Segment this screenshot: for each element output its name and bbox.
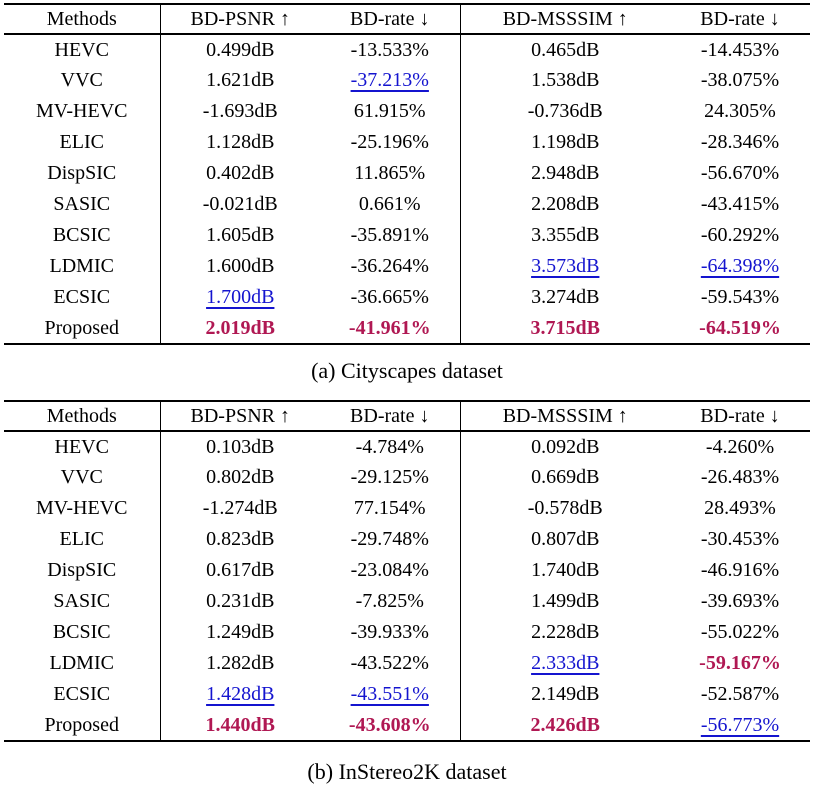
value: -1.274dB (202, 497, 278, 519)
table-row (4, 65, 810, 96)
value: 0.617dB (206, 559, 275, 581)
value: -35.891% (350, 224, 429, 246)
value: -39.933% (350, 621, 429, 643)
metric-value (320, 462, 460, 493)
table-body (4, 34, 810, 344)
value: 0.402dB (206, 162, 275, 184)
table-header-row (4, 401, 810, 431)
value: -0.736dB (527, 100, 603, 122)
table-row (4, 710, 810, 741)
table-row (4, 462, 810, 493)
method-name: HEVC (4, 34, 160, 65)
metric-value (160, 282, 320, 313)
table-row (4, 158, 810, 189)
header-row (4, 401, 810, 431)
value: -26.483% (700, 466, 780, 488)
method-name: Proposed (4, 313, 160, 344)
method-name: BCSIC (4, 220, 160, 251)
metric-value (320, 96, 460, 127)
value: 3.355dB (531, 224, 600, 246)
value: 1.605dB (206, 224, 275, 246)
value: -7.825% (355, 590, 424, 612)
metric-value (160, 431, 320, 462)
metric-value (320, 555, 460, 586)
method-name: Proposed (4, 710, 160, 741)
metric-value (320, 679, 460, 710)
second-best-value: 2.333dB (531, 652, 600, 674)
results-table-cityscapes (4, 3, 810, 345)
metric-value (670, 158, 810, 189)
metric-value (460, 96, 670, 127)
second-best-value: 3.573dB (531, 255, 600, 277)
table-header-row (4, 4, 810, 34)
method-name: SASIC (4, 586, 160, 617)
metric-value (160, 493, 320, 524)
best-value: 2.019dB (205, 316, 275, 339)
second-best-value: 1.428dB (206, 683, 275, 705)
metric-value (670, 189, 810, 220)
metric-value (460, 462, 670, 493)
metric-value (160, 34, 320, 65)
value: 1.198dB (531, 131, 600, 153)
value: 0.103dB (206, 435, 275, 458)
metric-value (160, 220, 320, 251)
metric-value (160, 65, 320, 96)
metric-value (460, 648, 670, 679)
method-name: ELIC (4, 127, 160, 158)
value: 1.249dB (206, 621, 275, 643)
value: 0.661% (358, 193, 421, 215)
value: -13.533% (350, 38, 429, 61)
value: -29.748% (350, 528, 429, 550)
metric-value (320, 648, 460, 679)
column-header: BD-rate ↓ (320, 401, 460, 431)
metric-value (460, 493, 670, 524)
best-value: -59.167% (699, 652, 781, 674)
metric-value (320, 524, 460, 555)
value: 61.915% (353, 100, 426, 122)
value: -4.260% (705, 435, 775, 458)
table-row (4, 251, 810, 282)
value: 1.282dB (206, 652, 275, 674)
metric-value (320, 65, 460, 96)
metric-value (670, 555, 810, 586)
method-name: DispSIC (4, 555, 160, 586)
best-value: 3.715dB (530, 316, 600, 339)
value: -38.075% (700, 69, 780, 91)
metric-value (160, 189, 320, 220)
results-table-instereo2k (4, 400, 810, 742)
value: 2.228dB (531, 621, 600, 643)
metric-value (160, 313, 320, 344)
method-name: MV-HEVC (4, 96, 160, 127)
metric-value (460, 189, 670, 220)
metric-value (670, 34, 810, 65)
value: 1.128dB (206, 131, 275, 153)
value: -36.264% (350, 255, 429, 277)
metric-value (670, 96, 810, 127)
column-header: BD-PSNR ↑ (160, 401, 320, 431)
table-row (4, 493, 810, 524)
method-name: LDMIC (4, 648, 160, 679)
value: 2.208dB (531, 193, 600, 215)
metric-value (320, 313, 460, 344)
value: 0.092dB (531, 435, 600, 458)
method-name: VVC (4, 65, 160, 96)
method-name: ECSIC (4, 679, 160, 710)
table-row (4, 34, 810, 65)
metric-value (320, 34, 460, 65)
metric-value (320, 189, 460, 220)
column-header: BD-rate ↓ (670, 401, 810, 431)
column-header: BD-rate ↓ (320, 4, 460, 34)
value: 0.499dB (206, 38, 275, 61)
metric-value (670, 462, 810, 493)
metric-value (670, 431, 810, 462)
value: -28.346% (700, 131, 780, 153)
table-row (4, 313, 810, 344)
value: 0.807dB (531, 528, 600, 550)
value: -60.292% (700, 224, 780, 246)
value: 28.493% (704, 497, 776, 519)
metric-value (670, 65, 810, 96)
value: 1.538dB (531, 69, 600, 91)
metric-value (460, 220, 670, 251)
metric-value (320, 251, 460, 282)
best-value: 1.440dB (205, 713, 275, 736)
method-name: ECSIC (4, 282, 160, 313)
metric-value (670, 710, 810, 741)
value: 77.154% (353, 497, 426, 519)
metric-value (320, 431, 460, 462)
table-row (4, 127, 810, 158)
metric-value (160, 462, 320, 493)
caption-cityscapes: (a) Cityscapes dataset (311, 358, 503, 383)
value: -14.453% (700, 38, 780, 61)
value: -4.784% (355, 435, 424, 458)
second-best-value: -43.551% (350, 683, 429, 705)
metric-value (670, 493, 810, 524)
table-body (4, 431, 810, 741)
value: -46.916% (700, 559, 780, 581)
value: -0.578dB (527, 497, 603, 519)
metric-value (320, 710, 460, 741)
second-best-value: 1.700dB (206, 286, 275, 308)
table-row (4, 648, 810, 679)
metric-value (320, 220, 460, 251)
second-best-value: -56.773% (700, 713, 780, 736)
metric-value (460, 127, 670, 158)
metric-value (460, 555, 670, 586)
metric-value (160, 158, 320, 189)
metric-value (160, 648, 320, 679)
method-name: DispSIC (4, 158, 160, 189)
value: -23.084% (350, 559, 429, 581)
table-row (4, 555, 810, 586)
value: -43.415% (700, 193, 780, 215)
metric-value (670, 617, 810, 648)
table-row (4, 189, 810, 220)
value: 0.802dB (206, 466, 275, 488)
column-header: BD-MSSSIM ↑ (460, 4, 670, 34)
metric-value (160, 710, 320, 741)
value: -25.196% (350, 131, 429, 153)
value: 2.149dB (531, 683, 600, 705)
value: -59.543% (700, 286, 780, 308)
value: -30.453% (700, 528, 780, 550)
metric-value (460, 251, 670, 282)
second-best-value: -64.398% (700, 255, 780, 277)
value: 2.948dB (531, 162, 600, 184)
column-header: Methods (4, 401, 160, 431)
metric-value (670, 679, 810, 710)
value: -0.021dB (202, 193, 278, 215)
metric-value (320, 586, 460, 617)
value: -55.022% (700, 621, 780, 643)
metric-value (460, 586, 670, 617)
best-value: -64.519% (699, 316, 781, 339)
metric-value (670, 127, 810, 158)
table-row (4, 617, 810, 648)
column-header: BD-rate ↓ (670, 4, 810, 34)
column-header: BD-MSSSIM ↑ (460, 401, 670, 431)
best-value: -41.961% (348, 316, 431, 339)
value: -29.125% (350, 466, 429, 488)
metric-value (160, 617, 320, 648)
metric-value (670, 220, 810, 251)
value: 0.669dB (531, 466, 600, 488)
value: -36.665% (350, 286, 429, 308)
value: 1.740dB (531, 559, 600, 581)
table-row (4, 586, 810, 617)
metric-value (460, 65, 670, 96)
value: 3.274dB (531, 286, 600, 308)
table-row (4, 524, 810, 555)
metric-value (320, 493, 460, 524)
best-value: -43.608% (348, 713, 431, 736)
metric-value (460, 34, 670, 65)
header-row (4, 4, 810, 34)
metric-value (160, 127, 320, 158)
metric-value (320, 282, 460, 313)
column-header: BD-PSNR ↑ (160, 4, 320, 34)
metric-value (160, 96, 320, 127)
method-name: SASIC (4, 189, 160, 220)
metric-value (670, 251, 810, 282)
metric-value (670, 313, 810, 344)
table-row (4, 431, 810, 462)
value: 0.465dB (531, 38, 600, 61)
metric-value (460, 158, 670, 189)
value: -39.693% (700, 590, 780, 612)
method-name: BCSIC (4, 617, 160, 648)
best-value: 2.426dB (530, 713, 600, 736)
metric-value (160, 586, 320, 617)
metric-value (460, 313, 670, 344)
metric-value (320, 617, 460, 648)
method-name: VVC (4, 462, 160, 493)
metric-value (160, 679, 320, 710)
method-name: HEVC (4, 431, 160, 462)
metric-value (160, 251, 320, 282)
value: -56.670% (700, 162, 780, 184)
value: 11.865% (354, 162, 426, 184)
metric-value (160, 524, 320, 555)
caption-instereo2k: (b) InStereo2K dataset (307, 759, 507, 784)
metric-value (670, 648, 810, 679)
metric-value (460, 710, 670, 741)
value: -52.587% (700, 683, 780, 705)
value: -43.522% (350, 652, 429, 674)
metric-value (460, 679, 670, 710)
metric-value (460, 282, 670, 313)
method-name: ELIC (4, 524, 160, 555)
value: 0.231dB (206, 590, 275, 612)
value: 24.305% (704, 100, 776, 122)
value: 0.823dB (206, 528, 275, 550)
metric-value (460, 617, 670, 648)
table-row (4, 220, 810, 251)
value: -1.693dB (202, 100, 278, 122)
column-header: Methods (4, 4, 160, 34)
metric-value (670, 524, 810, 555)
table-row (4, 96, 810, 127)
second-best-value: -37.213% (350, 69, 429, 91)
method-name: LDMIC (4, 251, 160, 282)
metric-value (460, 524, 670, 555)
metric-value (670, 586, 810, 617)
table-row (4, 282, 810, 313)
value: 1.621dB (206, 69, 275, 91)
value: 1.499dB (531, 590, 600, 612)
metric-value (320, 127, 460, 158)
table-row (4, 679, 810, 710)
metric-value (460, 431, 670, 462)
metric-value (160, 555, 320, 586)
metric-value (670, 282, 810, 313)
metric-value (320, 158, 460, 189)
method-name: MV-HEVC (4, 493, 160, 524)
value: 1.600dB (206, 255, 275, 277)
